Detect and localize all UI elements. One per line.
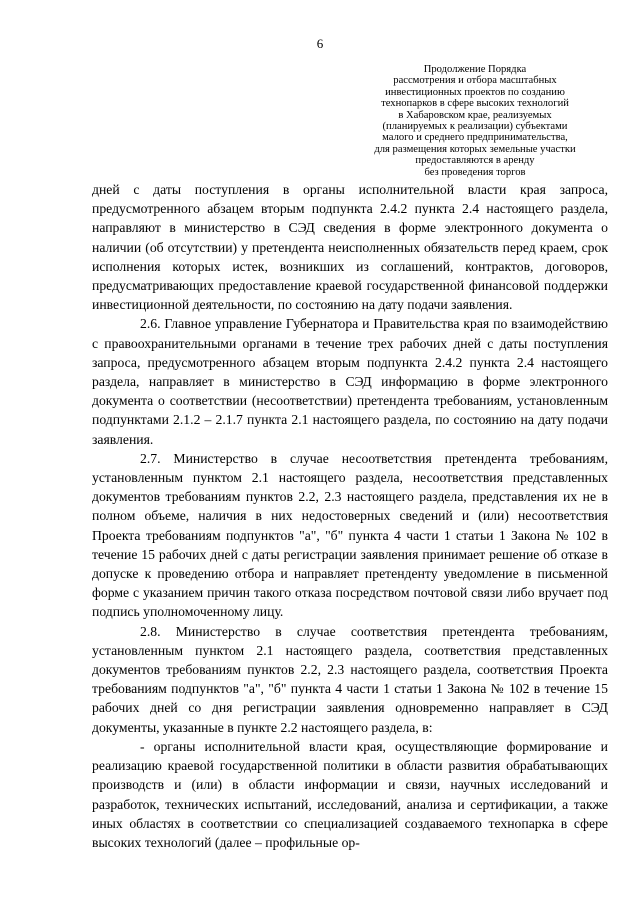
header-line: технопарков в сфере высоких технологий	[381, 98, 569, 110]
header-line: малого и среднего предпринимательства,	[382, 132, 568, 144]
header-line: рассмотрения и отбора масштабных	[393, 75, 557, 87]
paragraph-2-7: 2.7. Министерство в случае несоответствия претендента требованиям, установленным пунктом 2.1 настоящего раздела, несоответствия представленных документов требованиям пунктов 2.2, 2.3 настоящего раздела, представления их не в полном объеме, наличия в них недостоверных сведений и (или) несоответствия Проекта требованиям подпунктов "а", "б" пункта 4 части 1 статьи 1 Закона № 102 в течение 15 рабочих дней с даты регистрации заявления принимает решение об отказе в допуске к проведению отбора и направляет претенденту уведомление в письменной форме с указанием причин такого отказа посредством почтовой связи либо вручает под подпись уполномоченному лицу.	[92, 450, 608, 620]
paragraph-continuation: дней с даты поступления в органы исполнительной власти края запроса, предусмотренного абзацем вторым подпункта 2.4.2 пункта 2.4 настоящего раздела, направляют в министерство в СЭД сведения в форме электронного документа о наличии (об отсутствии) у претендента неисполненных обязательств перед краем, срок исполнения которых истек, возникших из соглашений, контрактов, договоров, предусматривающих предоставление краевой государственной финансовой поддержки инвестиционной деятельности, по состоянию на дату подачи заявления.	[92, 182, 608, 313]
document-header-block	[362, 64, 588, 178]
header-line: Продолжение Порядка	[423, 64, 527, 75]
paragraph-list-item: - органы исполнительной власти края, осуществляющие формирование и реализацию краевой государственной политики в области развития обрабатывающих производств и (или) в области информации и связи, научных исследований и разработок, технических испытаний, исследований, анализа и сертификации, а также иных областях в соответствии со специализацией создаваемого технопарка в сфере высоких технологий (далее – профильные ор-	[92, 738, 608, 850]
header-line: без проведения торгов	[424, 166, 526, 178]
body-text	[92, 180, 608, 852]
header-line: (планируемых к реализации) субъектами	[382, 121, 568, 133]
header-line: для размещения которых земельные участки	[374, 143, 576, 155]
paragraph-2-8: 2.8. Министерство в случае соответствия претендента требованиям, установленным пунктом 2.1 настоящего раздела, соответствия представленных документов требованиям пунктов 2.2, 2.3 настоящего раздела, соответствия Проекта требованиям подпунктов "а", "б" пункта 4 части 1 статьи 1 Закона № 102 в течение 15 рабочих дней со дня регистрации заявления одновременно направляет в СЭД документы, указанные в пункте 2.2 настоящего раздела, в:	[92, 623, 608, 735]
paragraph-2-6: 2.6. Главное управление Губернатора и Правительства края по взаимодействию с правоохранительными органами в течение трех рабочих дней с даты поступления запроса, предусмотренного абзацем вторым подпункта 2.4.2 пункта 2.4 настоящего раздела, направляет в министерство в СЭД информацию в форме электронного документа о соответствии (несоответствии) претендента требованиям, установленным подпунктами 2.1.2 – 2.1.7 пункта 2.1 настоящего раздела, по состоянию на дату подачи заявления.	[92, 316, 608, 447]
header-line: в Хабаровском крае, реализуемых	[398, 109, 552, 121]
header-line: предоставляются в аренду	[415, 155, 535, 167]
header-line: инвестиционных проектов по созданию	[385, 86, 565, 98]
page-number: 6	[316, 36, 324, 51]
